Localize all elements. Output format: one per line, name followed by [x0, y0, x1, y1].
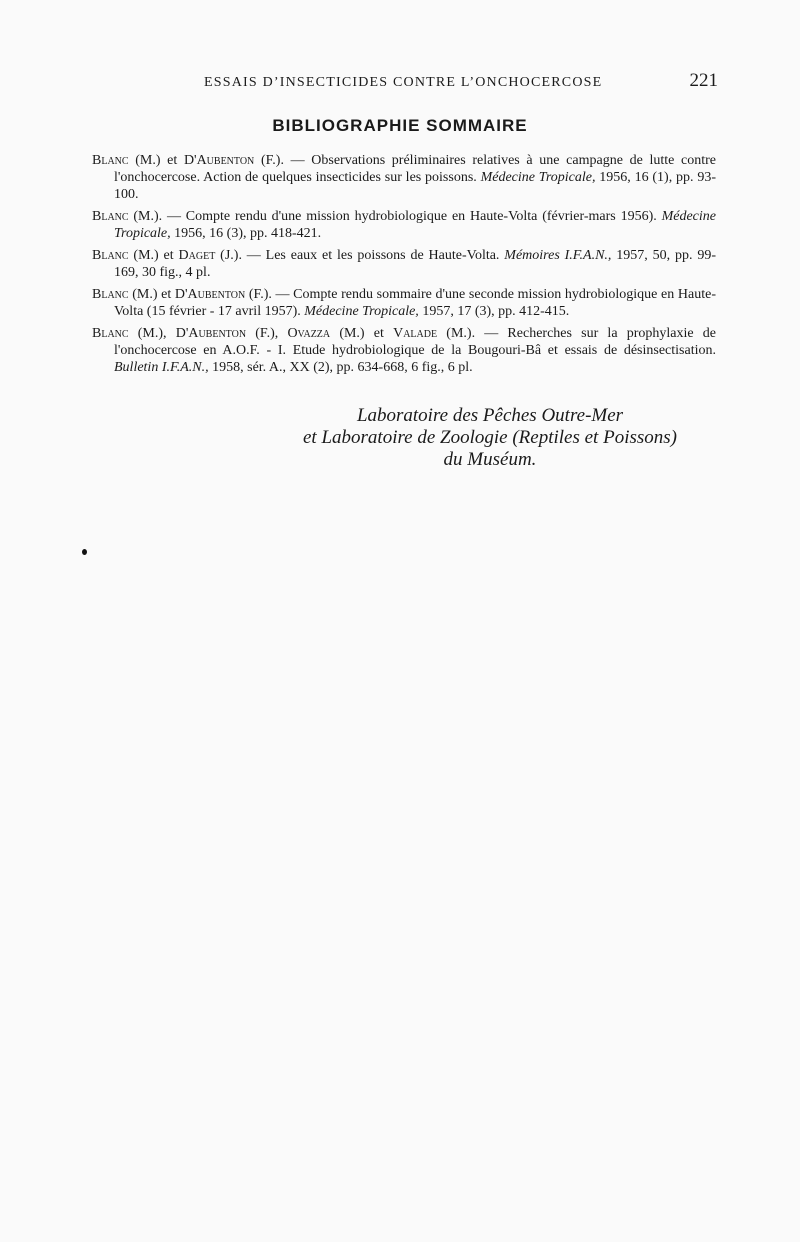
- journal-name: Mémoires I.F.A.N.,: [504, 248, 612, 263]
- reference-title: . — Recherches sur la prophylaxie de l'onchocercose en A.O.F. - I. Etude hydrobiologique de la Bougouri-Bâ et essais de désinsectisation.: [114, 326, 716, 358]
- author-initial: (M.): [437, 326, 472, 341]
- author-initial: (F.): [245, 287, 269, 302]
- author-name: Blanc: [92, 153, 129, 168]
- author-separator: et: [158, 248, 179, 263]
- author-initial: (M.): [330, 326, 365, 341]
- reference-details: 1956, 16 (1), pp. 93-100.: [114, 170, 717, 202]
- author-separator: et: [364, 326, 394, 341]
- author-name: Ovazza: [287, 326, 331, 341]
- reference-title: . — Compte rendu sommaire d'une seconde mission hydrobiologique en Haute-Volta (15 février - 17 avril 1957).: [114, 287, 716, 319]
- affiliation-block: [240, 405, 740, 471]
- reference-details: 1958, sér. A., XX (2), pp. 634-668, 6 fig., 6 pl.: [208, 360, 473, 375]
- journal-name: Médecine Tropicale,: [304, 304, 419, 319]
- author-name: D'Aubenton: [174, 287, 246, 302]
- author-separator: ,: [274, 326, 288, 341]
- ink-spot: [82, 549, 87, 555]
- author-name: Blanc: [92, 326, 129, 341]
- affiliation-line: et Laboratoire de Zoologie (Reptiles et Poissons): [303, 427, 677, 448]
- author-separator: et: [160, 153, 184, 168]
- author-name: Valade: [393, 326, 438, 341]
- page-number: 221: [689, 70, 718, 91]
- author-separator: ,: [163, 326, 176, 341]
- author-initial: (M.): [128, 209, 159, 224]
- author-initial: (M.): [128, 153, 161, 168]
- author-initial: (F.): [254, 153, 281, 168]
- running-title: ESSAIS D’INSECTICIDES CONTRE L’ONCHOCERCOSE: [204, 75, 603, 90]
- reference-details: 1957, 50, pp. 99-169, 30 fig., 4 pl.: [114, 248, 717, 280]
- reference-entry: [92, 325, 716, 376]
- reference-entry: [92, 208, 716, 242]
- journal-name: Bulletin I.F.A.N.,: [114, 360, 209, 375]
- journal-name: Médecine Tropicale,: [480, 170, 596, 185]
- reference-list: [92, 152, 716, 381]
- author-initial: (M.): [128, 248, 159, 263]
- journal-name: Médecine Tropicale,: [114, 209, 716, 241]
- page-header: [150, 70, 718, 92]
- affiliation-line: du Muséum.: [443, 449, 537, 470]
- author-name: Blanc: [92, 209, 129, 224]
- affiliation-line: Laboratoire des Pêches Outre-Mer: [356, 405, 624, 426]
- reference-details: 1957, 17 (3), pp. 412-415.: [418, 304, 570, 319]
- author-separator: et: [157, 287, 175, 302]
- reference-title: . — Les eaux et les poissons de Haute-Volta.: [238, 248, 505, 263]
- author-name: Blanc: [92, 248, 129, 263]
- reference-entry: [92, 152, 716, 203]
- reference-title: . — Observations préliminaires relatives à une campagne de lutte contre l'onchocercose. Action de quelques insecticides sur les poissons.: [114, 153, 716, 185]
- reference-entry: [92, 286, 716, 320]
- author-initial: (M.): [128, 287, 158, 302]
- reference-title: . — Compte rendu d'une mission hydrobiologique en Haute-Volta (février-mars 1956).: [158, 209, 662, 224]
- author-name: D'Aubenton: [175, 326, 247, 341]
- author-name: D'Aubenton: [183, 153, 255, 168]
- author-name: Blanc: [92, 287, 129, 302]
- author-initial: (F.): [246, 326, 275, 341]
- author-name: Daget: [178, 248, 216, 263]
- reference-entry: [92, 247, 716, 281]
- reference-details: 1956, 16 (3), pp. 418-421.: [170, 226, 322, 241]
- author-initial: (M.): [128, 326, 164, 341]
- author-initial: (J.): [215, 248, 239, 263]
- section-heading: BIBLIOGRAPHIE SOMMAIRE: [272, 116, 528, 135]
